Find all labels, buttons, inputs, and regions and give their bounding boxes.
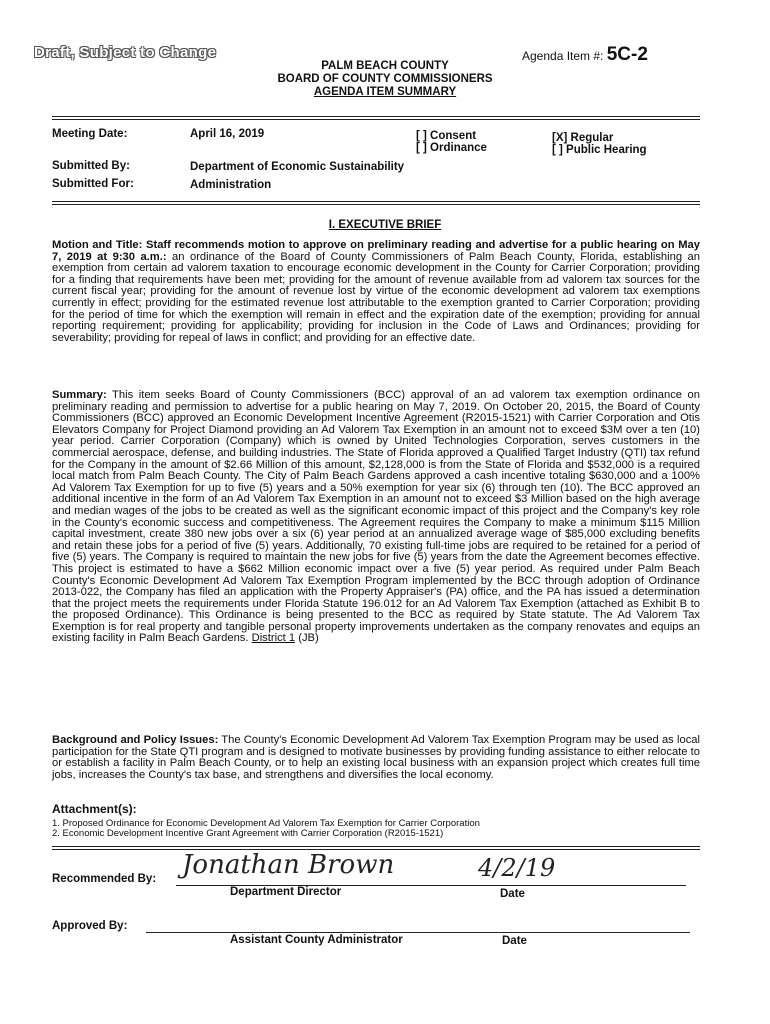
submitted-for: Administration	[190, 179, 272, 191]
motion-text: an ordinance of the Board of County Commissioners of Palm Beach County, Florida, establishing an exemption from certain ad valorem taxation to encourage economic development in the County for Carrier Corporation; providing for a finding that requirements have been met; providing for the amount of revenue available from ad valorem tax sources for the current fiscal year; providing for the amount of revenue lost by virtue of the economic development ad valorem tax exemptions currently in effect; providing for the estimated revenue lost attributable to the exemption granted to Carrier Corporation; providing for the period of time for which the exemption will remain in effect and the expiration date of the exemption; providing for annual reporting requirement; providing for applicability; providing for inclusion in the Code of Laws and Ordinances; providing for severability; providing for repeal of laws in conflict; and providing for an effective date.	[52, 250, 700, 344]
submitted-by-label: Submitted By:	[52, 160, 130, 172]
section-title: I. EXECUTIVE BRIEF	[328, 219, 442, 231]
header-divider	[52, 116, 700, 120]
consent-checkbox: [ ] Consent	[416, 130, 477, 142]
agenda-number: 5C-2	[606, 44, 648, 65]
motion-label: Motion and Title: Staff recommends motion to approve on preliminary reading and advertise for a public hearing on May 7, 2019 at 9:30 a.m.:	[52, 239, 700, 263]
agenda-label: Agenda Item #:	[522, 49, 604, 63]
summary-text: This item seeks Board of County Commissioners (BCC) approval of an ad valorem tax exemption ordinance on preliminary reading and permission to advertise for a public hearing on May 7, 2019. On October 20, 2015, the Board of County Commissioners (BCC) approved an Economic Development Incentive Agreement (R2015-1521) with Carrier Corporation and Otis Elevators Company for Project Diamond providing an Ad Valorem Tax Exemption in an amount not to exceed $3M over a ten (10) year period. Carrier Corporation (Company) which is owned by United Technologies Corporation, serves customers in the commercial aerospace, defense, and building industries. The State of Florida approved a Qualified Target Industry (QTI) tax refund for the Company in the amount of $2.66 Million of this amount, $2,128,000 is from the State of Florida and $532,000 is a required local match from Palm Beach County. The City of Palm Beach Gardens approved a cash incentive totaling $630,000 and a 100% Ad Valorem Tax Exemption for up to five (5) years and a 50% exemption for year six (6) through ten (10). The BCC approved an additional incentive in the form of an Ad Valorem Tax Exemption in an amount not to exceed $3 Million based on the high average and median wages of the jobs to be created as well as the significant economic impact of this project and the Company's key role in the County's economic success and competitiveness. The Agreement requires the Company to make a minimum $115 Million capital investment, create 380 new jobs over a six (6) year period at an annualized average wage of $85,000 excluding benefits and retain these jobs for a period of five (5) years. Additionally, 70 existing full-time jobs are required to be retained for a period of five (5) years. The Company is required to maintain the new jobs for five (5) years from the date the Agreement becomes effective. This project is estimated to have a $662 Million economic impact over a five (5) year period. As required under Palm Beach County's Economic Development Ad Valorem Tax Exemption Program implemented by the BCC through adoption of Ordinance 2013-022, the Company has filed an application with the Property Appraiser's (PA) office, and the PA has issued a determination that the project meets the requirements under Florida Statute 196.012 for an Ad Valorem Tax Exemption (attached as Exhibit B to the proposed Ordinance). This Ordinance is being presented to the BCC as required by State statute. The Ad Valorem Tax Exemption is for real property and tangible personal property improvements undertaken as the company renovates and equips an existing facility in Palm Beach Gardens.	[52, 389, 700, 645]
approved-signature-line	[146, 932, 690, 933]
ordinance-checkbox: [ ] Ordinance	[416, 142, 487, 154]
summary-paragraph	[52, 390, 700, 645]
meeting-date: April 16, 2019	[190, 128, 265, 140]
board-name: BOARD OF COUNTY COMMISSIONERS	[277, 73, 493, 85]
approved-by-label: Approved By:	[52, 920, 128, 932]
administrator-caption: Assistant County Administrator	[230, 934, 403, 946]
attachments-label: Attachment(s):	[52, 802, 137, 816]
date-caption: Date	[500, 888, 525, 900]
attachment-item: 1. Proposed Ordinance for Economic Development Ad Valorem Tax Exemption for Carrier Corporation	[52, 818, 480, 829]
background-text: The County's Economic Development Ad Valorem Tax Exemption Program may be used as local participation for the State QTI program and is designed to motivate businesses by providing funding assistance to either relocate to or establish a facility in Palm Beach County, or to help an existing local business with an expansion project which creates full time jobs, increases the County's tax base, and strengthens and diversifies the local economy.	[52, 734, 700, 781]
background-paragraph	[52, 735, 700, 781]
meeting-date-label: Meeting Date:	[52, 128, 128, 140]
date-caption-2: Date	[502, 935, 527, 947]
summary-title: AGENDA ITEM SUMMARY	[313, 86, 457, 98]
director-caption: Department Director	[230, 886, 342, 898]
county-name: PALM BEACH COUNTY	[321, 60, 449, 72]
submitted-by: Department of Economic Sustainability	[190, 161, 405, 173]
meta-divider	[52, 201, 700, 205]
district-link: District 1	[251, 632, 296, 645]
background-label: Background and Policy Issues:	[52, 734, 219, 746]
public-hearing-checkbox: [ ] Public Hearing	[552, 144, 647, 156]
attachment-item: 2. Economic Development Incentive Grant Agreement with Carrier Corporation (R2015-1521)	[52, 828, 444, 839]
regular-checkbox: [X] Regular	[552, 132, 614, 144]
summary-label: Summary:	[52, 389, 107, 401]
summary-initials: (JB)	[295, 632, 319, 645]
submitted-for-label: Submitted For:	[52, 178, 134, 190]
recommended-signature: Jonathan Brown	[182, 850, 395, 880]
motion-paragraph	[52, 240, 700, 344]
recommended-by-label: Recommended By:	[52, 873, 157, 885]
handwritten-date: 4/2/19	[478, 854, 556, 882]
draft-watermark: Draft, Subject to Change	[34, 44, 217, 61]
